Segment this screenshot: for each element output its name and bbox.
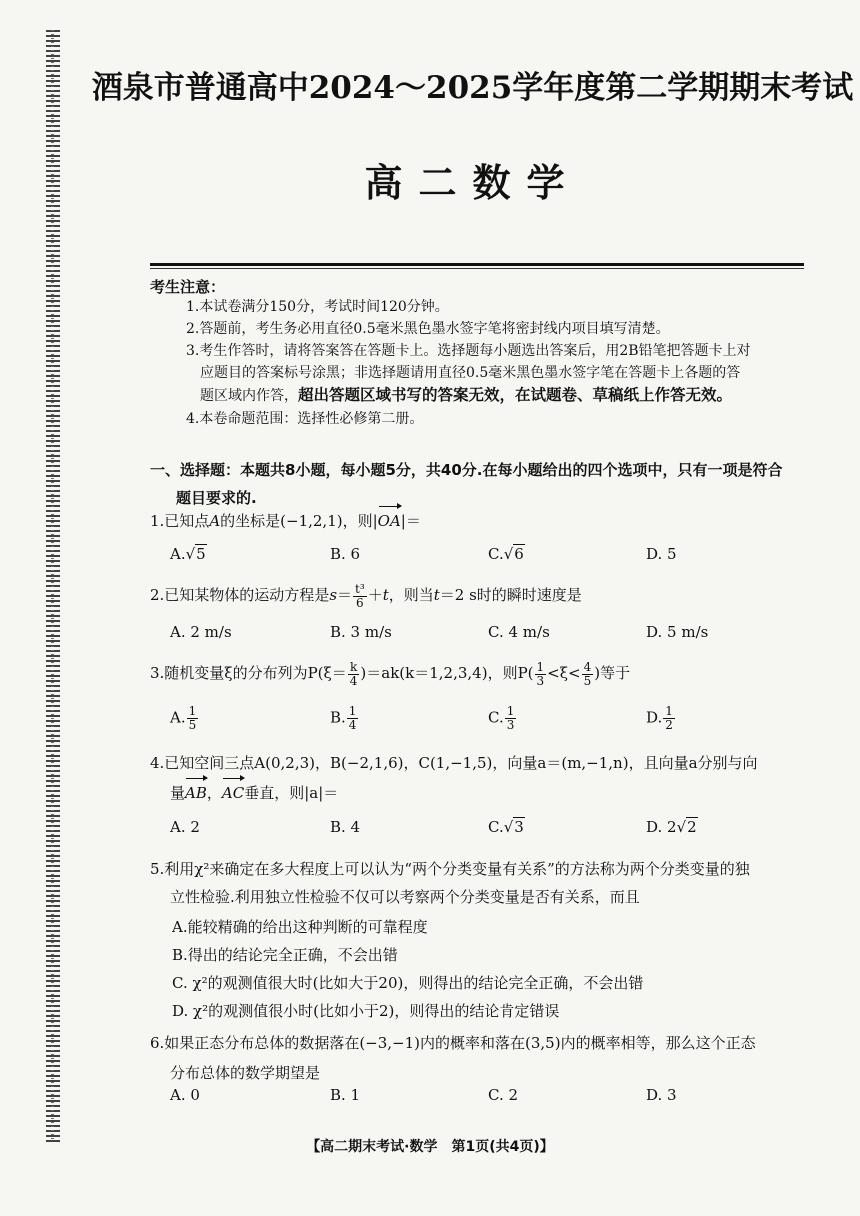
q5-option-b: B.得出的结论完全正确，不会出错	[172, 946, 398, 964]
q1-option-c-radicand: 6	[514, 545, 524, 563]
question-1	[150, 508, 830, 534]
q2-var-t2: t	[433, 586, 440, 604]
divider-thick	[150, 263, 804, 266]
q3-frac-num4: 4	[583, 659, 592, 674]
q3-option-a	[170, 705, 199, 732]
q3-frac-13	[535, 661, 547, 688]
q2-fraction	[353, 583, 367, 610]
question-3	[150, 660, 830, 688]
q1-option-b: B. 6	[330, 545, 361, 563]
q3-option-d-frac	[663, 705, 675, 732]
q2-options	[170, 623, 770, 653]
q3-option-d	[646, 705, 676, 732]
q1-option-a-radicand: 5	[196, 545, 206, 563]
q3-a-den: 5	[188, 718, 197, 732]
q4-comma: ，	[206, 784, 222, 802]
q3-option-b-frac	[347, 705, 359, 732]
q3-ineq: <ξ<	[547, 664, 581, 682]
q4-option-c-radicand: 3	[514, 818, 524, 836]
question-2	[150, 582, 830, 610]
q4-text-a: 量	[170, 784, 186, 802]
q4-option-b: B. 4	[330, 818, 361, 836]
notice-warning: 超出答题区域书写的答案无效，在试题卷、草稿纸上作答无效。	[298, 386, 733, 404]
sqrt-symbol: √3	[503, 818, 524, 836]
q3-option-b	[330, 705, 359, 732]
q4-option-c	[488, 818, 525, 836]
q3-frac-45	[582, 661, 594, 688]
sqrt-symbol: √2	[676, 818, 697, 836]
q1-option-c-label: C.	[488, 545, 504, 563]
q4-option-d	[646, 818, 698, 836]
notice-heading: 考生注意：	[150, 278, 226, 296]
q4-option-c-label: C.	[488, 818, 504, 836]
q3-frac-4: 4	[349, 673, 358, 688]
q2-var-t: t	[382, 586, 389, 604]
q3-text-a: 3.随机变量ξ的分布列为P(ξ＝	[150, 664, 347, 682]
q1-text-a: 1.已知点	[150, 512, 210, 530]
exam-title: 酒泉市普通高中2024～2025学年度第二学期期末考试	[91, 70, 854, 106]
q2-var-s: s	[329, 586, 338, 604]
subject-title: 高二数学	[364, 160, 581, 205]
q3-frac-5: 5	[583, 673, 592, 688]
q4-vector-ac: AC	[222, 780, 244, 806]
q6-option-a: A. 0	[170, 1086, 200, 1104]
q3-frac-3: 3	[536, 673, 545, 688]
q4-option-a: A. 2	[170, 818, 200, 836]
q2-option-a: A. 2 m/s	[170, 623, 232, 641]
notice-item-3c-text: 题区域内作答，	[200, 388, 298, 404]
q1-text-b: 的坐标是(−1,2,1)，则|	[220, 512, 378, 530]
q3-c-num: 1	[506, 704, 515, 718]
q3-d-num: 1	[665, 704, 673, 718]
notice-item-2: 2.答题前，考生务必用直径0.5毫米黑色墨水签字笔将密封线内项目填写清楚。	[186, 321, 670, 337]
q3-d-den: 2	[665, 718, 673, 732]
notice-item-3c	[200, 384, 820, 407]
section-line-2: 题目要求的.	[176, 489, 257, 507]
q2-frac-num: t³	[355, 581, 365, 596]
q5-option-c: C. χ²的观测值很大时(比如大于20)，则得出的结论完全正确，不会出错	[172, 974, 644, 992]
question-6	[150, 1030, 830, 1086]
q6-option-c: C. 2	[488, 1086, 519, 1104]
q1-text-c: |＝	[400, 512, 421, 530]
q3-frac-k4	[348, 661, 360, 688]
q1-option-a	[170, 545, 207, 563]
q2-plus: ＋	[367, 586, 383, 604]
q2-frac-den: 6	[356, 595, 364, 610]
divider-thin	[150, 268, 804, 269]
q1-option-d: D. 5	[646, 545, 677, 563]
q3-option-c-frac	[505, 705, 517, 732]
q3-frac-k: k	[348, 661, 360, 675]
q1-options	[170, 545, 770, 575]
q6-option-b: B. 1	[330, 1086, 361, 1104]
q3-option-a-label: A.	[170, 708, 186, 727]
q2-text-a: 2.已知某物体的运动方程是	[150, 586, 330, 604]
q3-b-num: 1	[348, 704, 357, 718]
q2-eq: ＝	[337, 586, 353, 604]
q2-text-c: ＝2 s时的瞬时速度是	[439, 586, 582, 604]
q4-line-2	[150, 780, 830, 806]
q4-text-b: 垂直，则|a|＝	[244, 784, 339, 802]
q5-option-a: A.能较精确的给出这种判断的可靠程度	[172, 918, 428, 936]
section-line-1: 一、选择题：本题共8小题，每小题5分，共40分.在每小题给出的四个选项中，只有一项是符合	[150, 461, 783, 479]
q2-option-d: D. 5 m/s	[646, 623, 709, 641]
q2-option-b: B. 3 m/s	[330, 623, 392, 641]
notice-item-1: 1.本试卷满分150分，考试时间120分钟。	[186, 299, 449, 315]
q4-vector-ab: AB	[185, 780, 207, 806]
q4-option-d-radicand: 2	[687, 818, 697, 836]
q3-option-c	[488, 705, 517, 732]
q6-line-2: 分布总体的数学期望是	[170, 1064, 321, 1082]
q3-frac-1: 1	[536, 659, 545, 674]
q3-option-b-label: B.	[330, 708, 346, 727]
sqrt-symbol: √5	[185, 545, 206, 563]
question-5	[150, 856, 830, 910]
q3-option-c-label: C.	[488, 708, 504, 727]
q1-option-a-label: A.	[170, 545, 186, 563]
q6-options	[170, 1086, 770, 1116]
q3-b-den: 4	[348, 718, 357, 732]
sqrt-symbol: √6	[503, 545, 524, 563]
q5-option-d: D. χ²的观测值很小时(比如小于2)，则得出的结论肯定错误	[172, 1002, 560, 1020]
q1-point: A	[209, 512, 221, 530]
q2-text-b: ，则当	[388, 586, 434, 604]
question-4	[150, 750, 830, 806]
q4-options	[170, 818, 770, 848]
section-heading	[150, 456, 820, 512]
q1-vector: OA	[378, 508, 401, 534]
q2-option-c: C. 4 m/s	[488, 623, 550, 641]
q1-option-c	[488, 545, 525, 563]
notice-item-3b: 应题目的答案标号涂黑；非选择题请用直径0.5毫米黑色墨水签字笔在答题卡上各题的答	[200, 365, 741, 381]
notice-item-4: 4.本卷命题范围：选择性必修第二册。	[186, 411, 424, 427]
q6-line-1: 6.如果正态分布总体的数据落在(−3,−1)内的概率和落在(3,5)内的概率相等，那么这个正态	[150, 1034, 756, 1052]
q5-line-2: 立性检验.利用独立性检验不仅可以考察两个分类变量是否有关系，而且	[170, 888, 640, 906]
q5-line-1: 5.利用χ²来确定在多大程度上可以认为“两个分类变量有关系”的方法称为两个分类变量的独	[150, 860, 750, 878]
q3-options	[170, 705, 770, 735]
notice-item-3a: 3.考生作答时，请将答案答在答题卡上。选择题每小题选出答案后，用2B铅笔把答题卡上对	[186, 343, 751, 359]
q3-text-c: )等于	[594, 664, 631, 682]
q6-option-d: D. 3	[646, 1086, 677, 1104]
q4-line-1: 4.已知空间三点A(0,2,3)，B(−2,1,6)，C(1,−1,5)，向量a＝(m,−1,n)，且向量a分别与向	[150, 754, 758, 772]
q3-option-a-frac	[187, 705, 199, 732]
q3-option-d-label: D.	[646, 708, 663, 727]
page-footer: 【高二期末考试·数学 第1页(共4页)】	[306, 1139, 554, 1155]
q4-option-d-label: D. 2	[646, 818, 677, 836]
q3-a-num: 1	[188, 704, 197, 718]
q3-text-b: )＝ak(k＝1,2,3,4)，则P(	[360, 664, 534, 682]
q3-c-den: 3	[506, 718, 515, 732]
